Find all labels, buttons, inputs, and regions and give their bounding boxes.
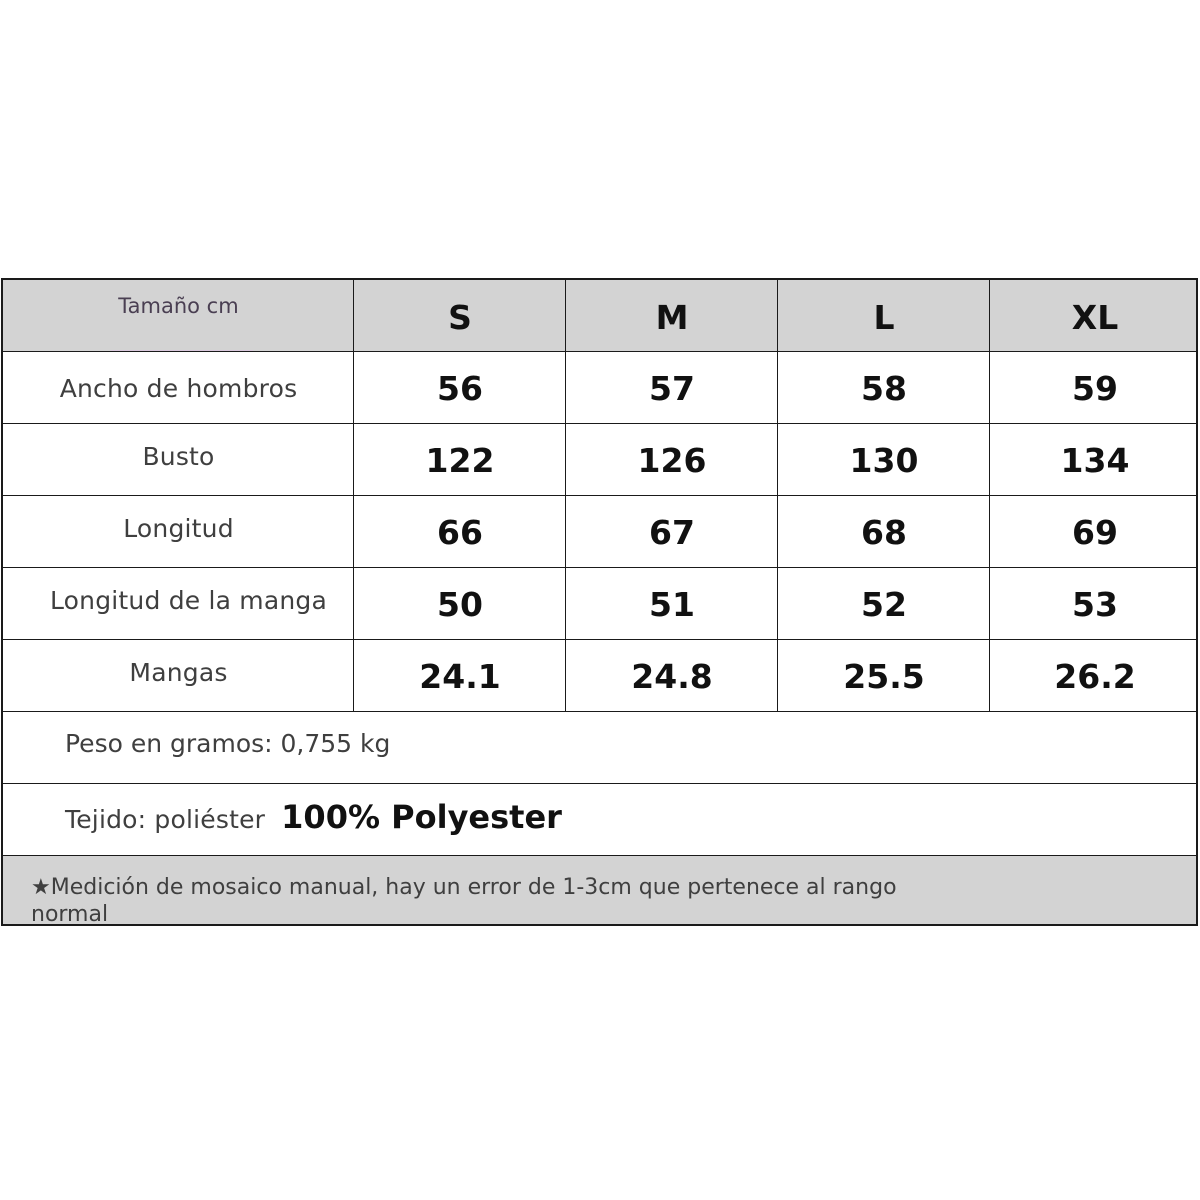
divider [3,783,1196,784]
value-cell: 56 [437,368,483,408]
value-cell: 51 [649,584,695,624]
divider [3,855,1196,856]
row-label: Mangas [129,657,228,687]
value-cell: 50 [437,584,483,624]
table-row [3,352,1196,424]
value-cell: 59 [1072,368,1118,408]
row-label: Longitud de la manga [49,585,328,615]
row-label: Ancho de hombros [59,373,298,403]
divider [3,711,1196,712]
header-label: Tamaño cm [118,294,239,318]
fabric-value: 100% Polyester [281,798,562,836]
size-header-s: S [448,298,472,337]
row-label-cell [3,640,354,712]
value-cell: 67 [649,512,695,552]
row-label-cell [3,424,354,496]
divider [3,351,1196,352]
value-cell: 24.1 [419,656,501,696]
size-header-m: M [655,298,689,337]
row-label: Busto [142,441,215,471]
row-label-cell [3,568,374,640]
measurement-note: ★Medición de mosaico manual, hay un error de 1-3cm que pertenece al rango normal [31,875,897,927]
value-cell: 66 [437,512,483,552]
value-cell: 25.5 [843,656,925,696]
size-chart [1,278,1198,926]
fabric-line [65,798,562,836]
row-label-cell [3,352,354,424]
divider [3,639,1196,640]
value-cell: 58 [861,368,907,408]
note-row [3,856,1196,927]
value-cell: 126 [637,440,707,480]
table-row [3,640,1196,712]
value-cell: 122 [425,440,495,480]
value-cell: 57 [649,368,695,408]
size-header-l: L [873,298,895,337]
value-cell: 53 [1072,584,1118,624]
value-cell: 134 [1060,440,1130,480]
column-divider [565,280,566,712]
value-cell: 26.2 [1054,656,1136,696]
header-label-cell [3,280,354,351]
value-cell: 24.8 [631,656,713,696]
value-cell: 130 [849,440,919,480]
fabric-label: Tejido: poliéster [65,805,266,834]
row-label: Longitud [123,513,234,543]
fabric-row [3,784,1196,856]
divider [3,495,1196,496]
table-row [3,496,1196,568]
size-header-xl: XL [1071,298,1119,337]
column-divider [353,280,354,712]
weight-row [3,712,1196,784]
table-row [3,568,1196,640]
value-cell: 69 [1072,512,1118,552]
table-row [3,424,1196,496]
divider [3,567,1196,568]
row-label-cell [3,496,354,568]
divider [3,423,1196,424]
column-divider [777,280,778,712]
value-cell: 68 [861,512,907,552]
weight-text: Peso en gramos: 0,755 kg [65,729,391,758]
column-divider [989,280,990,712]
header-row [3,280,1196,351]
value-cell: 52 [861,584,907,624]
